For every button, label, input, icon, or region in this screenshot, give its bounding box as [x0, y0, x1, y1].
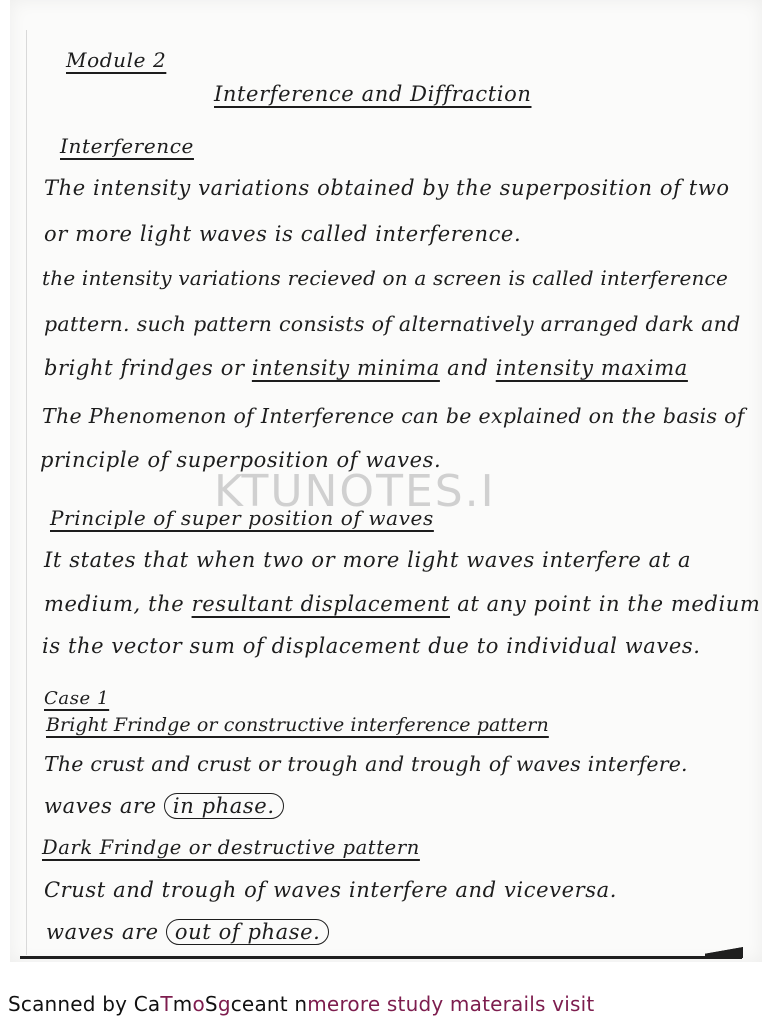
footer-part-6: g — [217, 992, 231, 1016]
principle-line-2-end: at any point in the medium — [457, 592, 761, 616]
margin-rule — [26, 30, 27, 955]
body-line-6: The Phenomenon of Interference can be explained on the basis of — [42, 404, 745, 428]
body-line-2: or more light waves is called interference. — [44, 222, 522, 246]
footer-part-2: T — [160, 992, 173, 1016]
intensity-maxima-term: intensity maxima — [495, 356, 688, 380]
body-line-5 — [44, 356, 688, 380]
footer-part-4: o — [192, 992, 205, 1016]
in-phase-circled: in phase. — [164, 793, 284, 819]
footer-part-10: rore study materails visit — [339, 992, 595, 1016]
principle-line-2-start: medium, the — [44, 592, 185, 616]
body-line-3: the intensity variations recieved on a screen is called interference — [42, 266, 728, 290]
body-line-5-text: bright frindges or — [44, 356, 245, 380]
bright-waves-line — [44, 794, 284, 818]
case-label: Case 1 — [44, 688, 110, 709]
footer-part-8: ant n — [254, 992, 308, 1016]
footer-part-1: Scanned by Ca — [8, 992, 161, 1016]
footer-part-5: S — [204, 992, 218, 1016]
body-line-4: pattern. such pattern consists of alternatively arranged dark and — [44, 312, 741, 336]
resultant-displacement-term: resultant displacement — [191, 592, 450, 616]
scan-footer — [8, 992, 594, 1016]
footer-part-9: me — [307, 992, 340, 1016]
bright-fringe-heading: Bright Frindge or constructive interference pattern — [46, 714, 549, 736]
section-heading: Interference — [60, 134, 194, 158]
watermark: KTUNOTES.I — [214, 466, 496, 517]
dark-waves-line — [46, 920, 329, 944]
dark-waves-prefix: waves are — [46, 920, 159, 944]
page-bottom-edge — [20, 956, 742, 959]
intensity-minima-term: intensity minima — [251, 356, 440, 380]
dark-fringe-line: Crust and trough of waves interfere and viceversa. — [44, 878, 618, 902]
and-word: and — [447, 356, 489, 380]
principle-line-1: It states that when two or more light waves interfere at a — [44, 548, 692, 572]
footer-part-7: ce — [230, 992, 255, 1016]
module-label: Module 2 — [66, 48, 167, 72]
body-line-7: principle of superposition of waves. — [40, 448, 442, 472]
principle-line-2 — [44, 592, 760, 616]
dark-fringe-heading: Dark Frindge or destructive pattern — [42, 836, 420, 859]
page-corner-mark — [705, 946, 743, 958]
body-line-1: The intensity variations obtained by the superposition of two — [44, 176, 730, 200]
bright-fringe-line: The crust and crust or trough and trough of waves interfere. — [44, 752, 688, 776]
out-of-phase-circled: out of phase. — [166, 919, 330, 945]
principle-line-3: is the vector sum of displacement due to individual waves. — [42, 634, 701, 658]
bright-waves-prefix: waves are — [44, 794, 157, 818]
page-title: Interference and Diffraction — [214, 82, 532, 106]
principle-heading: Principle of super position of waves — [50, 506, 434, 530]
footer-part-3: m — [172, 992, 193, 1016]
